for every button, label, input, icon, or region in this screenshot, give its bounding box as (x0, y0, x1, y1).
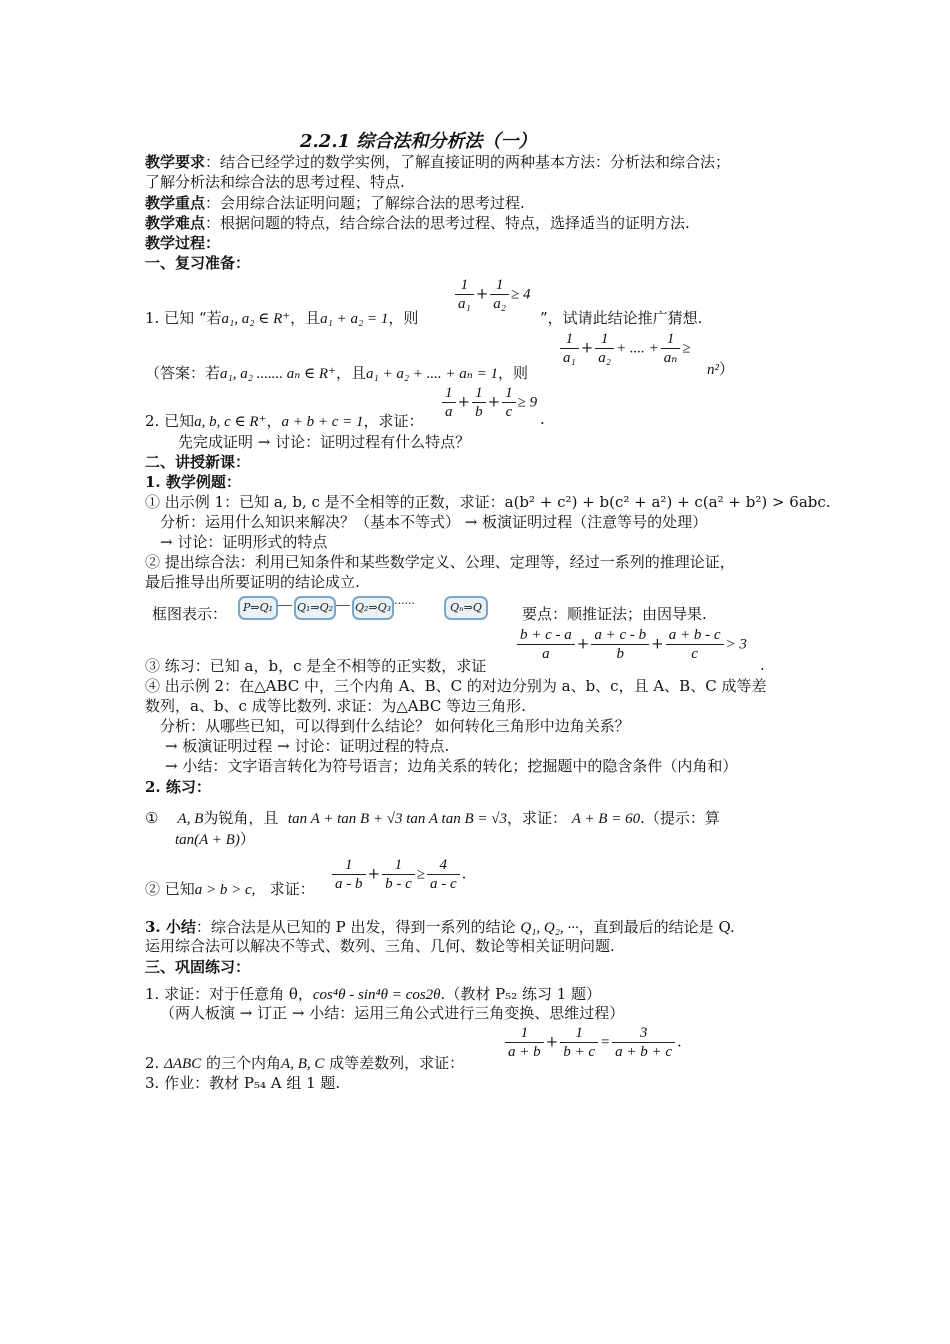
answer-fraction-expr: $\frac{1}{\text{a₁}}$ + $\frac{1}{\text{a₂}}$ + .... + $\frac{1}{\text{aₙ}}$ ≥ (558, 330, 691, 367)
synthetic-method-intro-cont: 最后推导出所要证明的结论成立. (145, 573, 360, 591)
question-2-fraction-expr: $\frac{1}{a}$ + $\frac{1}{b}$ + $\frac{1}{c}$ ≥ 9 (440, 384, 537, 421)
flow-box-3: Q₂⇒Q₃ (352, 596, 394, 620)
requirement-text: ：结合已经学过的数学实例，了解直接证明的两种基本方法：分析法和综合法； (205, 153, 731, 171)
practice-2-fraction-expr: $\frac{1}{a - b}$ + $\frac{1}{b - c}$ ≥ $\frac{4}{a - c}$ . (330, 856, 466, 893)
flow-box-1: P⇒Q₁ (238, 596, 278, 620)
answer-rhs: n²） (707, 360, 735, 378)
key-label: 教学重点 (145, 194, 206, 212)
example-2-cont: 数列，a、b、c 成等比数列. 求证：为△ABC 等边三角形. (145, 697, 526, 715)
example-2-board: → 板演证明过程 → 讨论：证明过程的特点. (165, 737, 450, 755)
flow-box-4: Qₙ⇒Q (444, 596, 488, 620)
flow-arrow (336, 605, 350, 606)
example-1: ① 出示例 1：已知 a, b, c 是不全相等的正数，求证：a(b² + c²) + b(c² + a²) + c(a² + b²) > 6abc. (145, 493, 831, 511)
teaching-difficulty (145, 213, 690, 233)
difficulty-label: 教学难点 (145, 214, 206, 232)
examples-heading: 1. 教学例题： (145, 473, 241, 491)
consolidation-2: 2. ΔABC 的三个内角A, B, C 成等差数列，求证： (145, 1054, 465, 1072)
practice-1: ① A, B为锐角，且 tan A + tan B + √3 tan A tan B = √3，求证： A + B = 60.（提示：算 (145, 809, 720, 827)
example-2-summary: → 小结：文字语言转化为符号语言；边角关系的转化；挖掘题中的隐含条件（内角和） (165, 757, 738, 775)
question-1: 1. 已知 “若a₁, a₂ ∈ R⁺，且a₁ + a₂ = 1，则 (145, 309, 419, 327)
page-title: 2.2.1 综合法和分析法（一） (300, 131, 537, 152)
flow-arrow (278, 605, 292, 606)
section-review-heading: 一、复习准备： (145, 254, 251, 272)
flow-ellipsis: ······ (394, 597, 415, 610)
section-new-lesson-heading: 二、讲授新课： (145, 453, 251, 471)
teaching-key-point (145, 193, 525, 213)
difficulty-text: ：根据问题的特点，结合综合法的思考过程、特点，选择适当的证明方法. (205, 214, 690, 232)
teaching-requirement (145, 152, 730, 172)
example-1-discussion: → 讨论：证明形式的特点 (160, 533, 328, 551)
consolidation-1: 1. 求证：对于任意角 θ，cos⁴θ - sin⁴θ = cos2θ.（教材 P₅₂ 练习 1 题） (145, 985, 602, 1003)
synthetic-method-intro: ② 提出综合法：利用已知条件和某些数学定义、公理、定理等，经过一系列的推理论证， (145, 553, 735, 571)
consolidation-2-fraction-expr: $\frac{1}{a + b}$ + $\frac{1}{b + c}$ = $\frac{3}{a + b + c}$ . (503, 1024, 682, 1061)
question-2-followup: 先完成证明 → 讨论：证明过程有什么特点？ (178, 433, 471, 451)
example-2-analysis: 分析：从哪些已知，可以得到什么结论？ 如何转化三角形中边角关系？ (160, 717, 630, 735)
section-consolidation-heading: 三、巩固练习： (145, 958, 251, 976)
homework: 3. 作业：教材 P₅₄ A 组 1 题. (145, 1074, 341, 1092)
flow-box-2: Q₁⇒Q₂ (294, 596, 336, 620)
practice-2: ② 已知a > b > c, 求证： (145, 880, 315, 898)
practice-heading: 2. 练习： (145, 778, 211, 796)
teaching-requirement-cont: 了解分析法和综合法的思考过程、特点. (145, 173, 405, 191)
flow-key-point: 要点：顺推证法；由因导果. (522, 605, 707, 623)
requirement-label: 教学要求 (145, 153, 206, 171)
question-2-end: . (540, 410, 545, 428)
teaching-process-heading: 教学过程： (145, 234, 221, 252)
key-text: ：会用综合法证明问题；了解综合法的思考过程. (205, 194, 525, 212)
summary-cont: 运用综合法可以解决不等式、数列、三角、几何、数论等相关证明问题. (145, 937, 615, 955)
exercise-3-fraction-expr: $\frac{b + c - a}{a}$ + $\frac{a + c - b}{b}$ + $\frac{a + b - c}{c}$ > 3 (515, 626, 747, 663)
consolidation-1-note: （两人板演 → 订正 → 小结：运用三角公式进行三角变换、思维过程） (160, 1004, 625, 1022)
exercise-3-end: . (760, 656, 765, 674)
answer-line: （答案：若a₁, a₂ ....... aₙ ∈ R⁺，且a₁ + a₂ + .... + aₙ = 1，则 (145, 364, 528, 382)
summary: 3. 小结：综合法是从已知的 P 出发，得到一系列的结论 Q₁, Q₂, ···，直到最后的结论是 Q. (145, 918, 735, 936)
practice-1-hint: tan(A + B)） (175, 830, 255, 848)
question-1-end: ”，试请此结论推广猜想. (540, 309, 703, 327)
example-1-analysis: 分析：运用什么知识来解决？（基本不等式） → 板演证明过程（注意等号的处理） (160, 513, 708, 531)
example-2: ④ 出示例 2：在△ABC 中，三个内角 A、B、C 的对边分别为 a、b、c，且 A、B、C 成等差 (145, 677, 767, 695)
question-1-fraction-expr: $\frac{1}{\text{a₁}}$ + $\frac{1}{\text{a₂}}$ ≥ 4 (453, 276, 531, 313)
flow-label: 框图表示： (152, 605, 228, 623)
exercise-3: ③ 练习：已知 a，b，c 是全不相等的正实数，求证 (145, 657, 487, 675)
question-2: 2. 已知a, b, c ∈ R⁺，a + b + c = 1，求证： (145, 412, 424, 430)
flow-diagram (238, 592, 488, 620)
